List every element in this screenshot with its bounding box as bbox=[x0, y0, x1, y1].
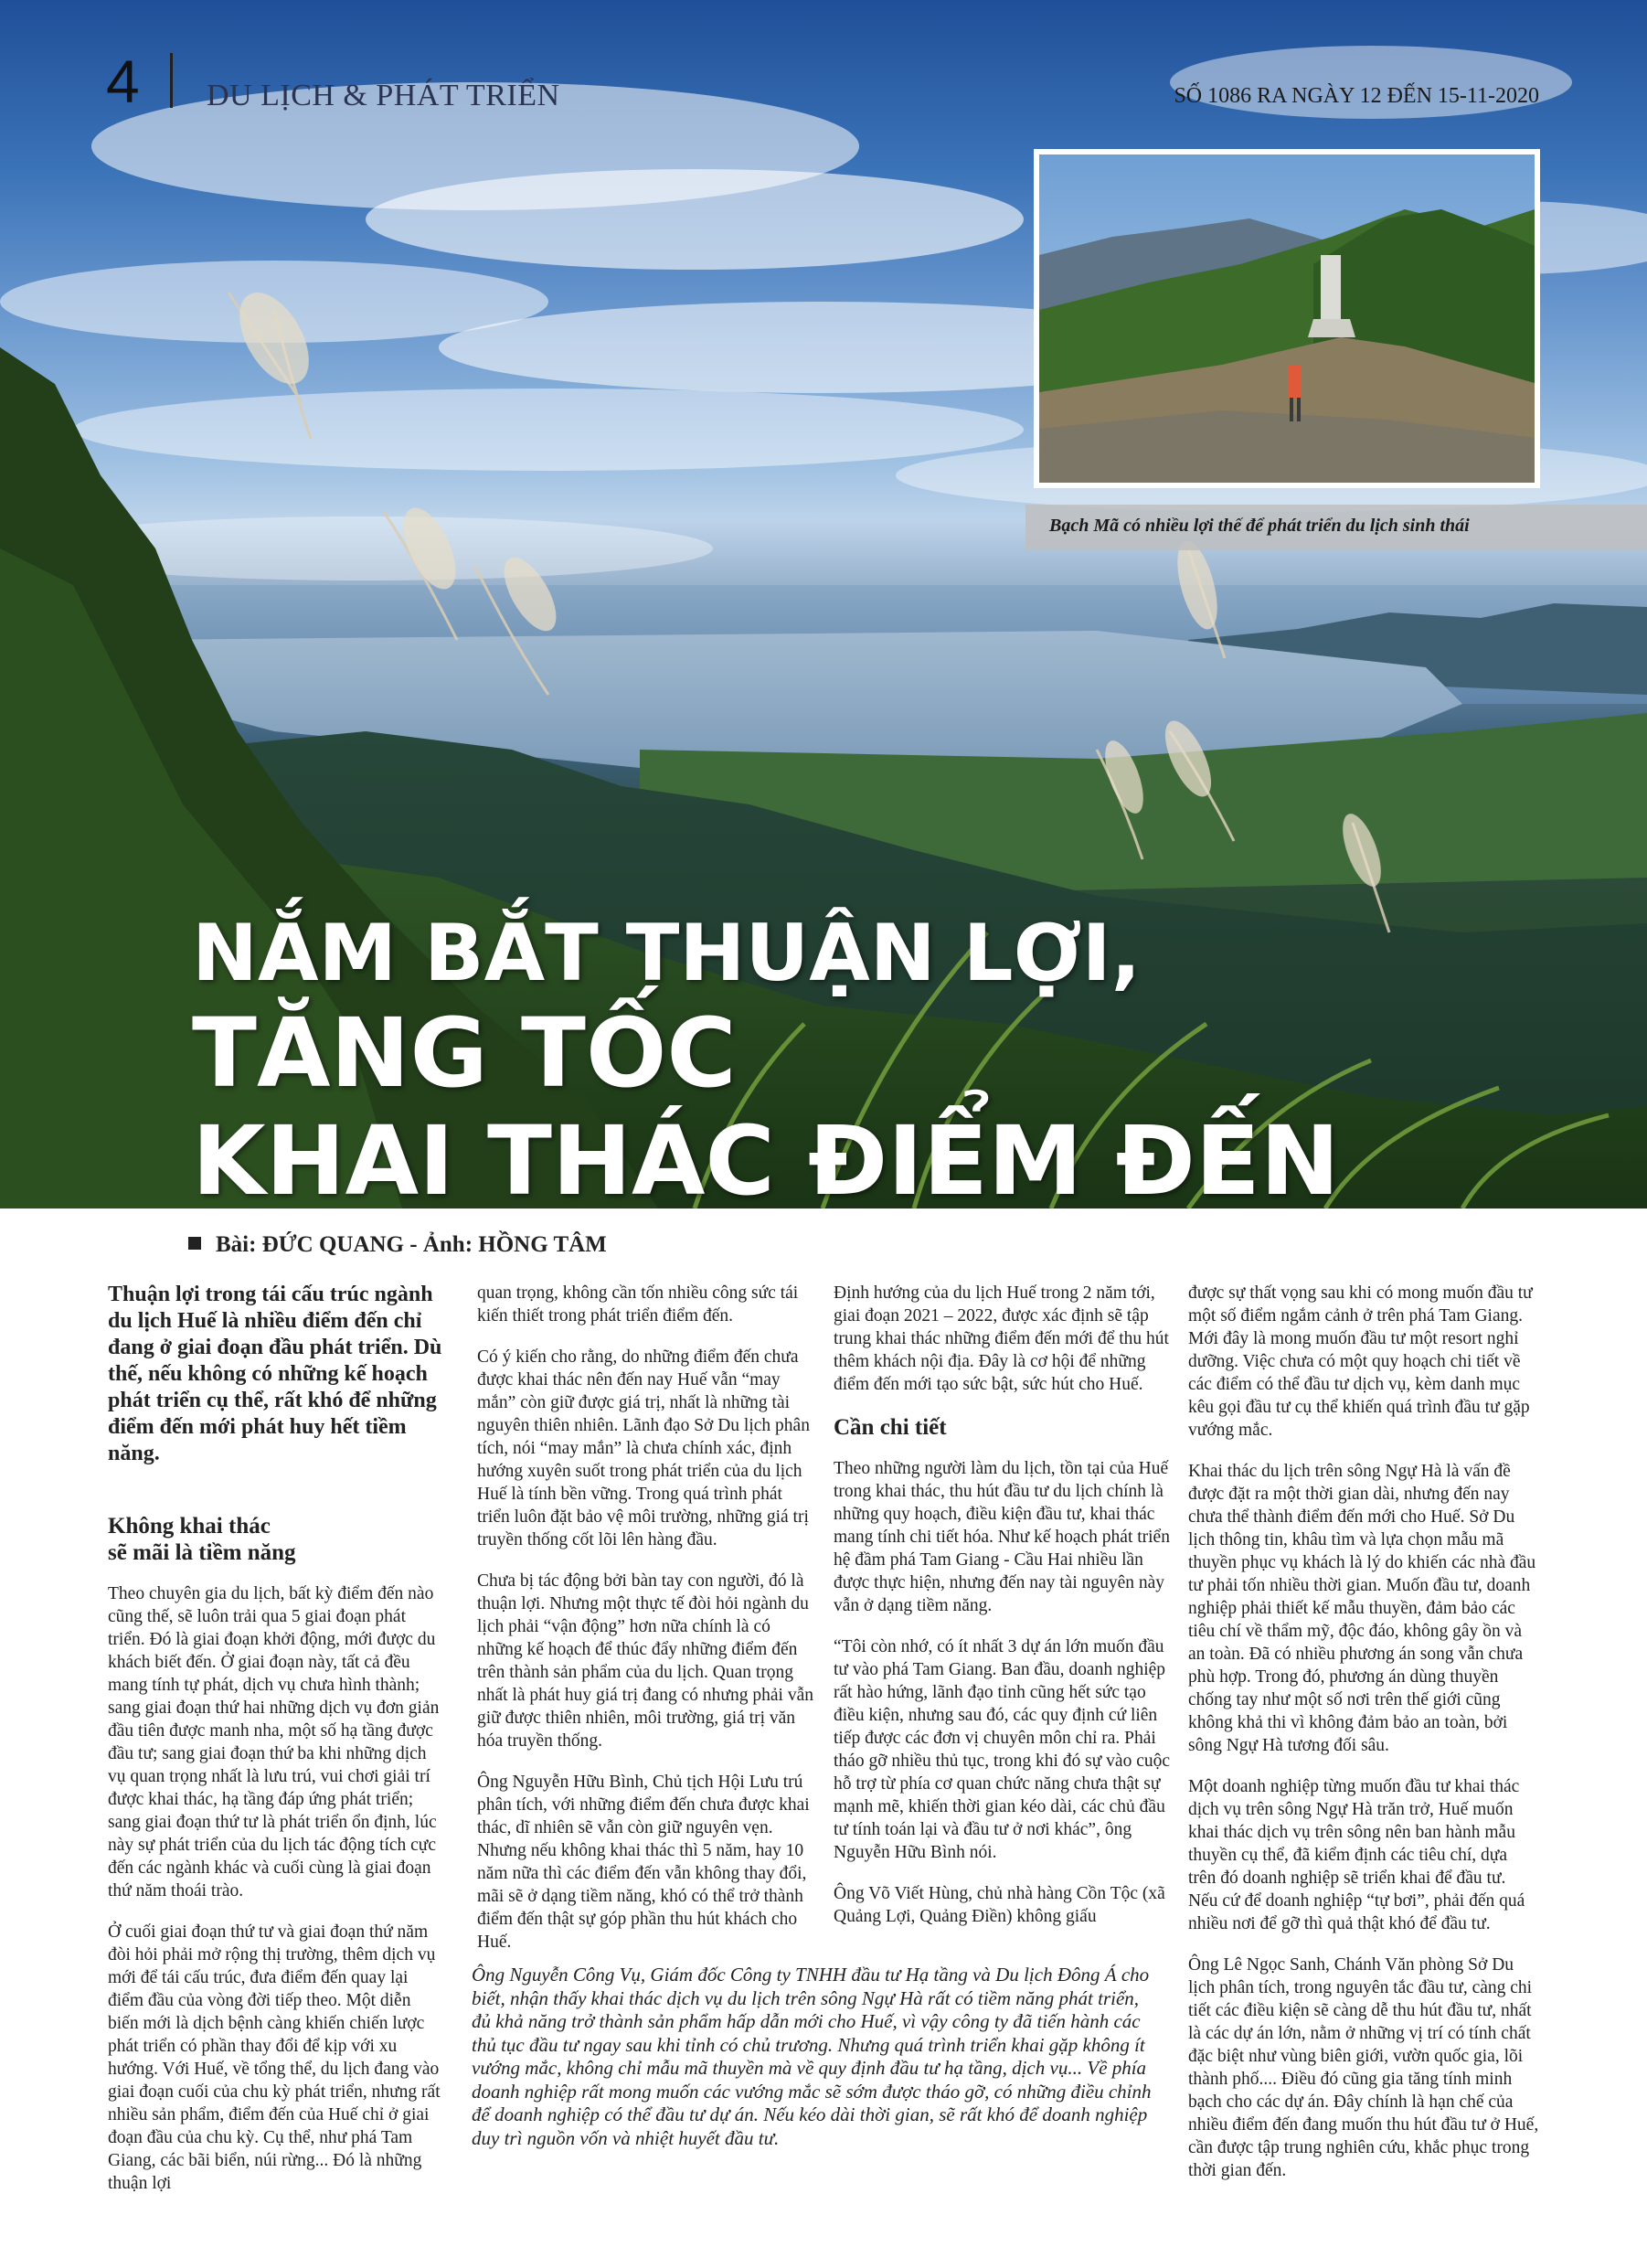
paragraph: Ông Võ Viết Hùng, chủ nhà hàng Cồn Tộc (xã Quảng Lợi, Quảng Điền) không giấu bbox=[834, 1884, 1165, 1926]
paragraph: quan trọng, không cần tốn nhiều công sức tái kiến thiết trong phát triển điểm đến. bbox=[477, 1283, 799, 1326]
paragraph: Định hướng của du lịch Huế trong 2 năm tới, giai đoạn 2021 – 2022, được xác định sẽ tập trung khai thác những điểm đến mới để thu hút thêm khách nội địa. Đây là cơ hội để những điểm đến mới tạo sức bật, sức hút cho Huế. bbox=[834, 1283, 1169, 1394]
article-column-3 bbox=[834, 1282, 1175, 1946]
article-column-4 bbox=[1188, 1282, 1539, 2200]
byline-text: Bài: ĐỨC QUANG - Ảnh: HỒNG TÂM bbox=[216, 1232, 607, 1257]
paragraph: Một doanh nghiệp từng muốn đầu tư khai thác dịch vụ trên sông Ngự Hà trăn trở, Huế muốn khai thác dịch vụ trên sông nên ban hành mẫu thuyền cụ thể, đã kiểm định các tiêu chí, dựa trên đó doanh nghiệp sẽ triển khai để đầu tư. Nếu cứ để doanh nghiệp “tự bơi”, phải đến quá nhiều nơi để gỡ thì quả thật khó để đầu tư. bbox=[1188, 1777, 1525, 1933]
headline-line-2: TĂNG TỐC bbox=[192, 997, 737, 1109]
issue-info: SỐ 1086 RA NGÀY 12 ĐẾN 15-11-2020 bbox=[1174, 84, 1539, 108]
paragraph: Có ý kiến cho rằng, do những điểm đến chưa được khai thác nên đến nay Huế vẫn “may mắn” còn giữ được giá trị, nhất là những tài nguyên thiên nhiên. Lãnh đạo Sở Du lịch phân tích, nói “may mắn” là chưa chính xác, định hướng xuyên suốt trong phát triển của du lịch Huế là tính bền vững. Trong quá trình phát triển luôn đặt bảo vệ môi trường, những giá trị truyền thống cốt lõi lên hàng đầu. bbox=[477, 1347, 810, 1549]
paragraph: Ở cuối giai đoạn thứ tư và giai đoạn thứ năm đòi hỏi phải mở rộng thị trường, thêm dịch vụ mới để tái cấu trúc, đưa điểm đến quay lại điểm đầu của vòng đời tiếp theo. Một diễn biến mới là dịch bệnh càng khiến chiến lược phát triển có phần thay đổi để kịp với xu hướng. Với Huế, về tổng thể, du lịch đang vào giai đoạn cuối của chu kỳ phát triển, nhưng rất nhiều sản phẩm, điểm đến của Huế chỉ ở giai đoạn đầu của chu kỳ. Cụ thể, như phá Tam Giang, các bãi biển, núi rừng... Đó là những thuận lợi bbox=[108, 1922, 441, 2193]
headline-line-3: KHAI THÁC ĐIỂM ĐẾN bbox=[192, 1105, 1340, 1217]
paragraph: được sự thất vọng sau khi có mong muốn đầu tư một số điểm ngắm cảnh ở trên phá Tam Giang. Mới đây là mong muốn đầu tư một resort nghỉ dưỡng. Việc chưa có một quy hoạch chi tiết về các điểm có thể đầu tư dịch vụ, kèm danh mục kêu gọi đầu tư cụ thể khiến quá trình đầu tư gặp vướng mắc. bbox=[1188, 1283, 1533, 1440]
subheading-1-line-1: Không khai thác bbox=[108, 1514, 271, 1539]
bullet-square-icon bbox=[188, 1237, 201, 1250]
pull-quote: Ông Nguyễn Công Vụ, Giám đốc Công ty TNHH đầu tư Hạ tầng và Du lịch Đông Á cho biết, nhận thấy khai thác dịch vụ du lịch trên sông Ngự Hà rất có tiềm năng phát triển, đủ khả năng trở thành sản phẩm hấp dẫn mới cho Huế, vì vậy công ty đã tiến hành các thủ tục đầu tư ngay sau khi tỉnh có chủ trương. Nhưng quá trình triển khai gặp không ít vướng mắc, không chỉ mẫu mã thuyền mà về quy định đầu tư hạ tầng, dịch vụ... Về phía doanh nghiệp rất mong muốn các vướng mắc sẽ sớm được tháo gỡ, có những điều chỉnh để doanh nghiệp có thể đầu tư dự án. Nếu kéo dài thời gian, sẽ rất khó để doanh nghiệp duy trì nguồn vốn và nhiệt huyết đầu tư. bbox=[472, 1964, 1152, 2149]
inset-photo bbox=[1034, 149, 1540, 488]
photo-caption: Bạch Mã có nhiều lợi thế để phát triển du lịch sinh thái bbox=[1049, 516, 1470, 536]
article-lead: Thuận lợi trong tái cấu trúc ngành du lịch Huế là nhiều điểm đến chỉ đang ở giai đoạn đầu phát triển. Dù thế, nếu không có những kế hoạch phát triển cụ thể, rất khó để những điểm đến mới phát huy hết tiềm năng. bbox=[108, 1283, 442, 1465]
headline-line-1: NẮM BẮT THUẬN LỢI, bbox=[192, 908, 1142, 999]
page-number: 4 bbox=[106, 48, 140, 115]
paragraph: Theo những người làm du lịch, tồn tại của Huế trong khai thác, thu hút đầu tư du lịch chính là những quy hoạch, điều kiện đầu tư, khai thác mang tính chi tiết hóa. Như kế hoạch phát triển hệ đầm phá Tam Giang - Cầu Hai nhiều lần được thực hiện, nhưng đến nay tài nguyên này vẫn ở dạng tiềm năng. bbox=[834, 1459, 1170, 1615]
paragraph: Ông Lê Ngọc Sanh, Chánh Văn phòng Sở Du lịch phân tích, trong nguyên tắc đầu tư, càng chi tiết các điều kiện sẽ càng dễ thu hút đầu tư, nhất là các dự án lớn, nằm ở những vị trí có tính chất đặc biệt như vùng biên giới, vườn quốc gia, lõi thành phố.... Điều đó cũng gia tăng tính minh bạch cho các dự án. Đây chính là hạn chế của nhiều điểm đến đang muốn thu hút đầu tư ở Huế, cần được tập trung nghiên cứu, khắc phục trong thời gian đến. bbox=[1188, 1955, 1539, 2180]
paragraph: “Tôi còn nhớ, có ít nhất 3 dự án lớn muốn đầu tư vào phá Tam Giang. Ban đầu, doanh nghiệp rất hào hứng, lãnh đạo tỉnh cũng hết sức tạo điều kiện, nhưng sau đó, các quy định cứ liên tiếp được các đơn vị chuyên môn chỉ ra. Phải tháo gỡ nhiều thủ tục, trong khi đó sự vào cuộc hỗ trợ từ phía cơ quan chức năng chưa thật sự mạnh mẽ, khiến thời gian kéo dài, các chủ đầu tư tính toán lại và đầu tư ở nơi khác”, ông Nguyễn Hữu Bình nói. bbox=[834, 1637, 1171, 1862]
header-divider bbox=[170, 53, 173, 108]
bach-ma-photo bbox=[1039, 154, 1535, 483]
paragraph: Khai thác du lịch trên sông Ngự Hà là vấn đề được đặt ra một thời gian dài, nhưng đến nay chưa thể thành điểm đến mới cho Huế. Sở Du lịch thông tin, khâu tìm và lựa chọn mẫu mã thuyền phục vụ khách là lý do khiến các nhà đầu tư phải tốn nhiều thời gian. Muốn đầu tư, doanh nghiệp phải thiết kế mẫu thuyền, đảm bảo các tiêu chí về thẩm mỹ, độc đáo, không gây ồn và an toàn. Đã có nhiều phương án song vẫn chưa phù hợp. Trong đó, phương án dùng thuyền chống tay như một số nơi trên thế giới cũng không khả thi vì không đảm bảo an toàn, bởi sông Ngự Hà tương đối sâu. bbox=[1188, 1462, 1536, 1755]
subheading-1-line-2: sẽ mãi là tiềm năng bbox=[108, 1540, 296, 1565]
subheading-1 bbox=[108, 1513, 442, 1566]
article-column-2 bbox=[477, 1282, 815, 1972]
paragraph: Theo chuyên gia du lịch, bất kỳ điểm đến nào cũng thế, sẽ luôn trải qua 5 giai đoạn phát triển. Đó là giai đoạn khởi động, mới được du khách biết đến. Ở giai đoạn này, tất cả đều mang tính tự phát, dịch vụ chưa hình thành; sang giai đoạn thứ hai những dịch vụ đơn giản đầu tiên được manh nha, một số hạ tầng được đầu tư; sang giai đoạn thứ ba khi những dịch vụ quan trọng nhất là lưu trú, vui chơi giải trí được khai thác, hạ tầng đáp ứng phát triển; sang giai đoạn thứ tư là phát triển ổn định, lúc này sự phát triển của du lịch tác động tích cực đến các ngành khác và cuối cùng là giai đoạn thứ năm thoái trào. bbox=[108, 1584, 440, 1901]
section-title: DU LỊCH & PHÁT TRIỂN bbox=[207, 79, 560, 112]
byline bbox=[188, 1232, 607, 1258]
paragraph: Ông Nguyễn Hữu Bình, Chủ tịch Hội Lưu trú phân tích, với những điểm đến chưa được khai thác, dĩ nhiên sẽ vẫn còn giữ nguyên vẹn. Nhưng nếu không khai thác thì 5 năm, hay 10 năm nữa thì các điểm đến vẫn không thay đổi, mãi sẽ ở dạng tiềm năng, khó có thể trở thành điểm đến thật sự góp phần thu hút khách cho Huế. bbox=[477, 1773, 810, 1952]
article-column-1 bbox=[108, 1282, 442, 2213]
paragraph: Chưa bị tác động bởi bàn tay con người, đó là thuận lợi. Nhưng một thực tế đòi hỏi ngành du lịch phải “vận động” hơn nữa chính là có những kế hoạch để thúc đẩy những điểm đến trên thành sản phẩm của du lịch. Quan trọng nhất là phát huy giá trị đang có nhưng phải vẫn giữ được thiên nhiên, môi trường, giá trị văn hóa truyền thống. bbox=[477, 1571, 813, 1751]
subheading-2: Cần chi tiết bbox=[834, 1415, 947, 1440]
